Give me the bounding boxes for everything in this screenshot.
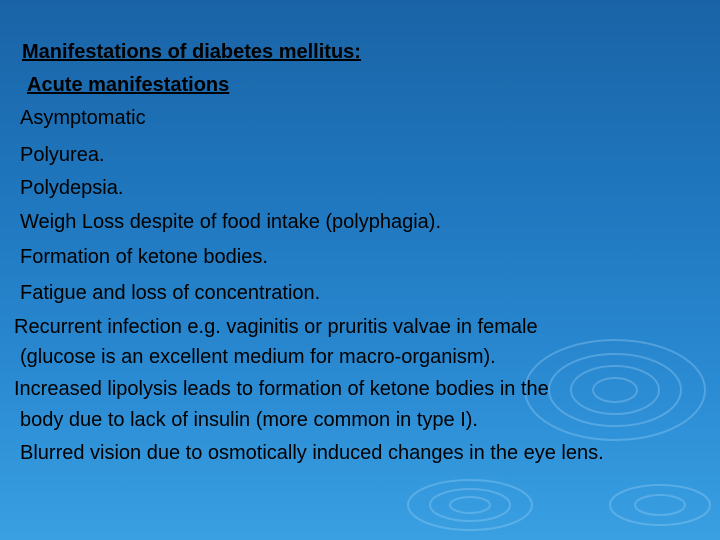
list-item: Polydepsia. bbox=[20, 177, 124, 199]
list-item: Recurrent infection e.g. vaginitis or pruritis valvae in female bbox=[14, 316, 538, 338]
list-item: Formation of ketone bodies. bbox=[20, 246, 268, 268]
list-item: Polyurea. bbox=[20, 144, 105, 166]
list-item: Asymptomatic bbox=[20, 107, 146, 129]
slide-title: Manifestations of diabetes mellitus: bbox=[22, 41, 361, 63]
list-item: Weigh Loss despite of food intake (polyphagia). bbox=[20, 211, 442, 233]
list-item-continuation: body due to lack of insulin (more common in type I). bbox=[20, 409, 478, 431]
list-item: Fatigue and loss of concentration. bbox=[20, 282, 321, 304]
list-item-continuation: (glucose is an excellent medium for macro-organism). bbox=[20, 346, 496, 368]
slide-subtitle: Acute manifestations bbox=[27, 74, 230, 96]
list-item: Blurred vision due to osmotically induced changes in the eye lens. bbox=[20, 442, 604, 464]
list-item: Increased lipolysis leads to formation of ketone bodies in the bbox=[14, 378, 549, 400]
